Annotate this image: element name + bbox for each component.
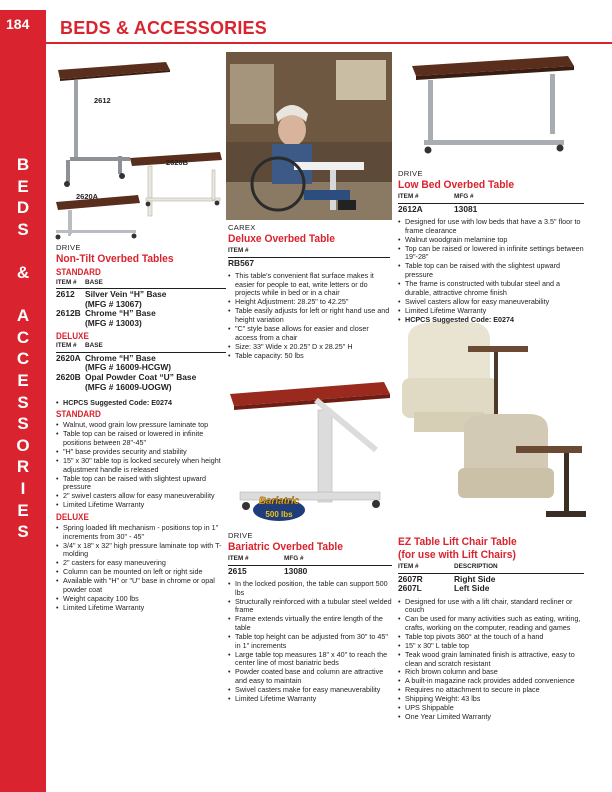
- sidebar-letter: I: [20, 478, 26, 498]
- bariatric-section: [228, 532, 392, 704]
- section-title: BEDS & ACCESSORIES: [60, 18, 267, 38]
- item-base: Opal Powder Coat “U” Base: [85, 372, 197, 383]
- deluxe-subhead: DELUXE: [56, 511, 89, 522]
- list-item: • 2" swivel casters allow for easy maneuverability: [56, 492, 226, 501]
- list-item: • This table's convenient flat surface makes it easier for people to eat, write letters or do projects while in bed or in a chair: [228, 272, 390, 298]
- nontilt-section: [56, 244, 226, 613]
- mfg-number: 13081: [454, 203, 478, 214]
- list-item: • Walnut woodgrain melamine top: [398, 236, 584, 245]
- table-row: [398, 575, 584, 585]
- list-item: • Limited Lifetime Warranty: [56, 604, 226, 613]
- bariatric-table-photo: [226, 380, 392, 532]
- sidebar-letter: C: [16, 327, 30, 347]
- mfg-number: 13080: [284, 565, 308, 576]
- table-row: [56, 354, 226, 373]
- item-desc: [85, 290, 226, 309]
- item-mfg: (MFG # 16009-HCGW): [85, 362, 172, 373]
- sidebar-letter: B: [16, 155, 30, 174]
- list-item: • Table top pivots 360° at the touch of a hand: [398, 633, 584, 642]
- brand-label: DRIVE: [228, 531, 253, 540]
- list-item: • Can be used for many activities such as eating, writing, crafts, working on the computer, reading and games: [398, 615, 584, 632]
- list-item: • Frame extends virtually the entire length of the table: [228, 615, 392, 632]
- hcpcs-code: • HCPCS Suggested Code: E0274: [56, 399, 226, 408]
- item-number: 2620A: [56, 352, 81, 363]
- sidebar-letter: D: [16, 198, 30, 218]
- table-row: [56, 290, 226, 309]
- item-mfg: (MFG # 13067): [85, 298, 142, 309]
- product-title: Non-Tilt Overbed Tables: [56, 252, 174, 265]
- sidebar-letters: [0, 154, 46, 543]
- table-row: [56, 309, 226, 328]
- brand-label: DRIVE: [398, 169, 423, 178]
- item-base: Chrome “H” Base: [85, 352, 156, 363]
- col-mfg-header: MFG #: [284, 555, 304, 563]
- hcpcs-code: • HCPCS Suggested Code: E0274: [398, 316, 584, 325]
- list-item: • "H" base provides security and stability: [56, 448, 226, 457]
- table-2620a-illustration: [56, 195, 141, 240]
- list-item: • Table top height can be adjusted from 30" to 45" in 1" increments: [228, 633, 392, 650]
- list-item: • Large table top measures 18" x 40" to reach the center line of most bariatric beds: [228, 651, 392, 668]
- standard-subhead: STANDARD: [56, 267, 101, 278]
- col-item-header: ITEM #: [398, 193, 419, 201]
- list-item: • Structurally reinforced with a tubular steel welded frame: [228, 598, 392, 615]
- product-subtitle: (for use with Lift Chairs): [398, 548, 516, 561]
- standard-subhead: STANDARD: [56, 408, 101, 419]
- list-item: • Spring loaded lift mechanism - positions top in 1" increments from 30" - 45": [56, 524, 226, 541]
- list-item: • In the locked position, the table can support 500 lbs: [228, 580, 392, 597]
- list-item: • Swivel casters make for easy maneuverability: [228, 686, 392, 695]
- bariatric-500lbs-badge: [252, 492, 306, 522]
- sidebar-tab: [0, 44, 46, 792]
- nontilt-tables-photo: [52, 52, 224, 242]
- sidebar-letter: S: [17, 392, 29, 412]
- item-number: 2607L: [398, 583, 422, 594]
- item-base: Chrome “H” Base: [85, 308, 156, 319]
- photo-label-2620a: 2620A: [76, 192, 99, 201]
- ez-features-list: [398, 598, 584, 722]
- item-mfg: (MFG # 13003): [85, 318, 142, 329]
- list-item: • Swivel casters allow for easy maneuverability: [398, 298, 584, 307]
- list-item: • Table top can be raised with the slightest upward pressure: [398, 262, 584, 279]
- list-item: • Table top can be raised or lowered in infinite positions between 28"-45": [56, 430, 226, 447]
- item-number: 2607R: [398, 573, 423, 584]
- sidebar-letter: S: [17, 414, 29, 434]
- list-item: • Table capacity: 50 lbs: [228, 352, 390, 361]
- item-number: 2612B: [56, 308, 81, 319]
- sidebar-letter: S: [17, 219, 29, 239]
- product-title: EZ Table Lift Chair Table: [398, 536, 517, 548]
- list-item: • Table easily adjusts for left or right hand use and height variation: [228, 307, 390, 324]
- badge-bottom-text: 500 lbs: [265, 510, 293, 519]
- list-item: • Limited Lifetime Warranty: [398, 307, 584, 316]
- sidebar-letter: S: [17, 522, 29, 542]
- list-item: • Top can be raised or lowered in infinite settings between 19"-28": [398, 245, 584, 262]
- ez-liftchair-tables-photo: [398, 318, 588, 534]
- list-item: • Height Adjustment: 28.25" to 42.25": [228, 298, 390, 307]
- list-item: • Designed for use with low beds that have a 3.5" floor to frame clearance: [398, 218, 584, 235]
- sidebar-letter: E: [17, 176, 29, 196]
- table-header: [56, 279, 226, 290]
- sidebar-letter: [0, 284, 46, 306]
- lowbed-features-list: [398, 218, 584, 315]
- header-rule: [46, 42, 612, 44]
- sidebar-letter: C: [16, 349, 30, 369]
- list-item: • Teak wood grain laminated finish is attractive, easy to clean and scratch resistant: [398, 651, 584, 668]
- item-mfg: (MFG # 16009-UOGW): [85, 381, 172, 392]
- table-header: [56, 342, 226, 353]
- sidebar-letter: A: [16, 306, 30, 326]
- table-header: [398, 563, 584, 574]
- lowbed-section: [398, 170, 584, 324]
- list-item: • Requires no attachment to secure in place: [398, 686, 584, 695]
- list-item: • Limited Lifetime Warranty: [228, 695, 392, 704]
- list-item: • Designed for use with a lift chair, standard recliner or couch: [398, 598, 584, 615]
- list-item: • One Year Limited Warranty: [398, 713, 584, 722]
- item-number: 2612: [56, 289, 75, 300]
- lowbed-table-photo: [400, 52, 580, 162]
- photo-label-2612: 2612: [94, 96, 111, 105]
- brand-label: CAREX: [228, 223, 256, 232]
- item-desc: [85, 309, 226, 328]
- deluxe-subhead: DELUXE: [56, 330, 89, 341]
- list-item: • 15" x 30" L table top: [398, 642, 584, 651]
- sidebar-letter: R: [16, 457, 30, 477]
- standard-features-list: [56, 421, 226, 509]
- sidebar-letter: [0, 240, 46, 262]
- list-item: • 2" casters for easy maneuvering: [56, 559, 226, 568]
- col-item-header: ITEM #: [398, 563, 419, 570]
- col-item-header: ITEM #: [56, 278, 77, 286]
- item-number: 2615: [228, 565, 247, 576]
- bariatric-features-list: [228, 580, 392, 703]
- photo-label-2620b: 2620B: [166, 158, 189, 167]
- table-header: [398, 193, 584, 204]
- list-item: • Column can be mounted on left or right side: [56, 568, 226, 577]
- sidebar-letter: O: [16, 435, 30, 455]
- item-desc: Right Side: [454, 573, 496, 584]
- table-row: [56, 373, 226, 392]
- product-title: Deluxe Overbed Table: [228, 232, 335, 245]
- col-item-header: ITEM #: [228, 555, 249, 563]
- sidebar-letter: E: [17, 370, 29, 390]
- brand-label: DRIVE: [56, 243, 81, 252]
- table-2612-illustration: [58, 62, 170, 187]
- list-item: • Table top can be raised with slightest upward pressure: [56, 475, 226, 492]
- list-item: • Rich brown column and base: [398, 668, 584, 677]
- ez-table-section: [398, 536, 584, 722]
- list-item: • UPS Shippable: [398, 704, 584, 713]
- col-base-header: BASE: [85, 342, 103, 350]
- col-base-header: BASE: [85, 278, 103, 286]
- item-number: 2612A: [398, 203, 423, 214]
- col-item-header: ITEM #: [228, 247, 249, 255]
- table-row: [228, 567, 392, 577]
- table-row: [398, 205, 584, 215]
- item-number: 2620B: [56, 372, 81, 383]
- list-item: • "C" style base allows for easier and closer access from a chair: [228, 325, 390, 342]
- list-item: • Available with "H" or "U" base in chrome or opal powder coat: [56, 577, 226, 594]
- sidebar-letter: &: [16, 262, 30, 282]
- col-desc-header: DESCRIPTION: [454, 563, 498, 570]
- item-number: RB567: [228, 257, 255, 268]
- product-title: Low Bed Overbed Table: [398, 178, 515, 191]
- list-item: • A built-in magazine rack provides added convenience: [398, 677, 584, 686]
- deluxe-features-list: [56, 524, 226, 612]
- item-desc: Left Side: [454, 583, 490, 594]
- deluxe-overbed-features-list: [228, 272, 390, 360]
- table-header: [228, 247, 390, 258]
- deluxe-overbed-section: [228, 224, 390, 361]
- list-item: • The frame is constructed with tubular steel and a durable, attractive chrome finish: [398, 280, 584, 297]
- deluxe-overbed-photo: [226, 52, 392, 220]
- list-item: • Weight capacity 100 lbs: [56, 595, 226, 604]
- list-item: • Shipping Weight: 43 lbs: [398, 695, 584, 704]
- product-title: Bariatric Overbed Table: [228, 540, 343, 553]
- list-item: • Limited Lifetime Warranty: [56, 501, 226, 510]
- sidebar-letter: E: [17, 500, 29, 520]
- list-item: • Powder coated base and column are attractive and easy to maintain: [228, 668, 392, 685]
- page-header: [0, 0, 612, 44]
- col-mfg-header: MFG #: [454, 193, 474, 201]
- table-row: [398, 584, 584, 594]
- item-desc: [85, 373, 226, 392]
- col-item-header: ITEM #: [56, 342, 77, 350]
- badge-top-text: Bariatric: [258, 496, 300, 507]
- list-item: • 3/4" x 18" x 32" high pressure laminate top with T-molding: [56, 542, 226, 559]
- list-item: • 15" x 30" table top is locked securely when height adjustment handle is released: [56, 457, 226, 474]
- list-item: • Size: 33" Wide x 20.25" D x 28.25" H: [228, 343, 390, 352]
- table-row: [228, 259, 390, 269]
- list-item: • Walnut, wood grain low pressure laminate top: [56, 421, 226, 430]
- item-base: Silver Vein “H” Base: [85, 289, 167, 300]
- page-number: 184: [0, 10, 46, 44]
- item-desc: [85, 354, 226, 373]
- table-header: [228, 555, 392, 566]
